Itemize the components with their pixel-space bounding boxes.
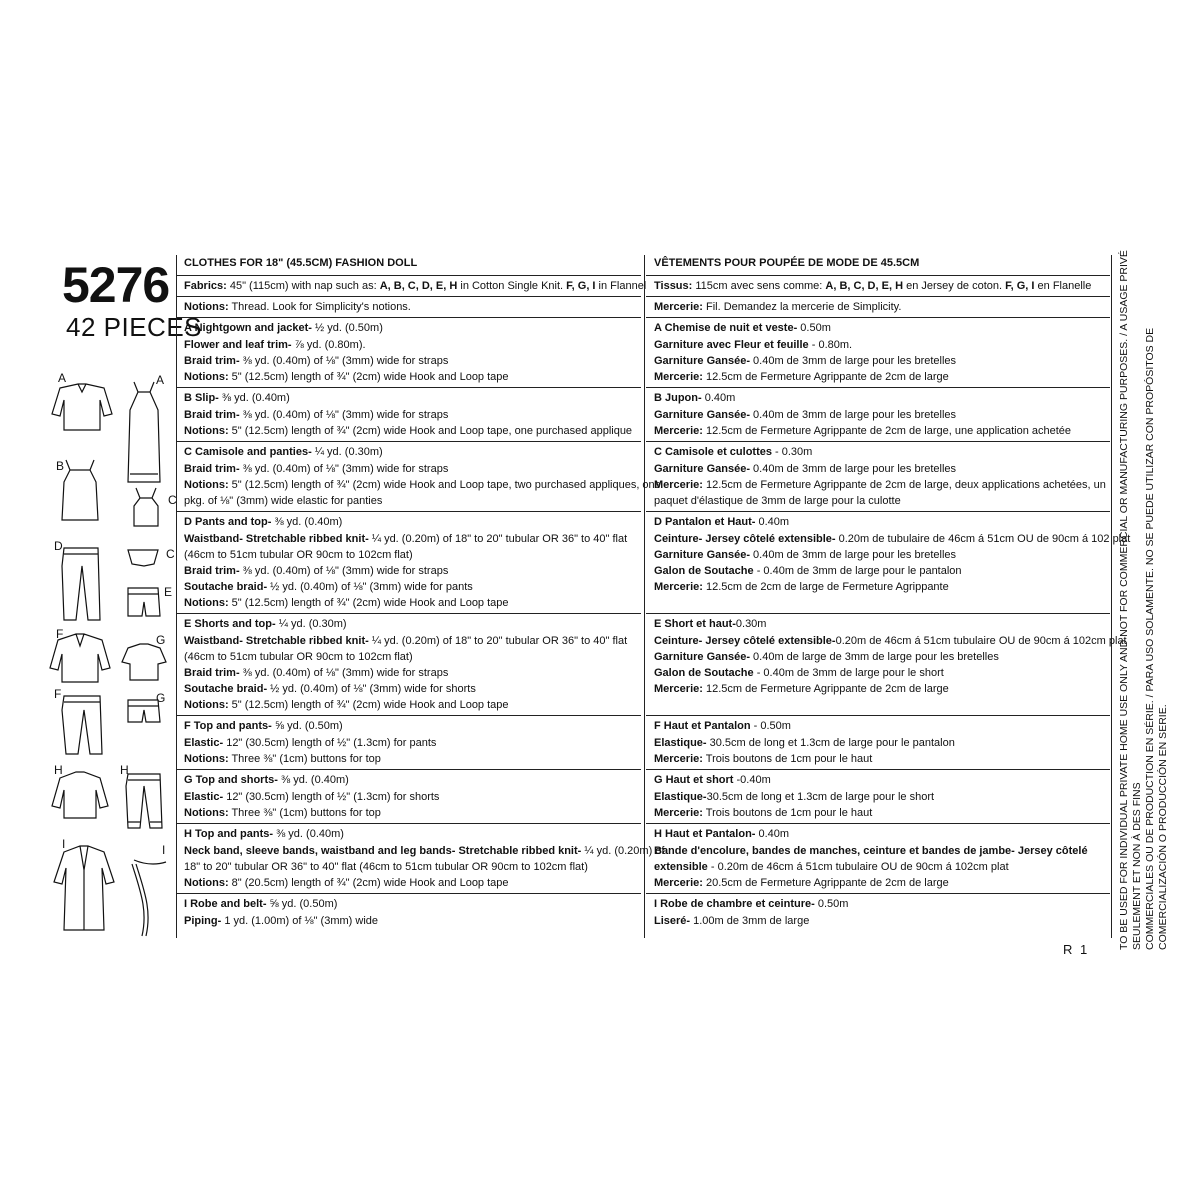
requirement-text: 12.5cm de Fermeture Agrippante de 2cm de large [702, 683, 949, 696]
requirement-line [184, 423, 633, 439]
requirement-line [654, 913, 1102, 929]
requirement-label: C Camisole et culottes [654, 446, 772, 459]
requirement-line [184, 320, 633, 336]
requirement-label: Elastique- [654, 736, 707, 749]
requirement-label: Notions: [184, 699, 229, 712]
requirement-label: Mercerie: [654, 581, 703, 594]
requirement-line [654, 665, 1102, 681]
sketch-letter: G [156, 691, 166, 705]
usage-disclaimer [1118, 250, 1169, 950]
requirement-text: 0.40m [701, 392, 736, 405]
requirement-line [654, 789, 1102, 805]
sketch-a-nightgown [128, 382, 160, 482]
requirement-text: ⅝ yd. (0.50m) [271, 720, 343, 733]
requirement-text: - 0.80m. [808, 338, 853, 351]
sketch-letter: A [58, 371, 67, 385]
requirement-text: 12.5cm de Fermeture Agrippante de 2cm de large [702, 371, 949, 384]
requirement-label: Flower and leaf trim- [184, 338, 292, 351]
sketch-g-top [122, 644, 166, 680]
requirement-line [654, 320, 1102, 336]
requirement-label: D Pantalon et Haut- [654, 516, 756, 529]
requirement-line [654, 579, 1102, 595]
requirement-label: Garniture Gansée- [654, 408, 750, 421]
pattern-number: 5276 [62, 257, 170, 313]
requirement-label: Mercerie: [654, 424, 703, 437]
sketch-c-camisole [134, 488, 158, 526]
fabrics-views: F, G, I [1005, 280, 1035, 292]
fabrics-views: F, G, I [566, 280, 596, 292]
requirement-text: ½ yd. (0.50m) [311, 322, 383, 335]
notions-text: Thread. Look for Simplicity's notions. [228, 301, 411, 314]
requirement-line [184, 547, 633, 563]
requirement-label: Elastic- [184, 790, 224, 803]
requirement-text: ½ yd. (0.40m) of ⅛" (3mm) wide for shorts [267, 683, 476, 696]
requirement-label: F Top and pants- [184, 720, 272, 733]
view-block [646, 318, 1110, 388]
requirement-label: Notions: [184, 806, 229, 819]
requirement-line [184, 681, 633, 697]
requirement-line [654, 369, 1102, 385]
requirement-label: Bande d'encolure, bandes de manches, ceinture et bandes de jambe- Jersey côtelé [654, 844, 1088, 857]
requirement-line [184, 843, 665, 859]
requirement-label: Garniture Gansée- [654, 354, 750, 367]
requirement-line [184, 595, 633, 611]
view-sketches [30, 370, 180, 940]
requirement-label: H Haut et Pantalon- [654, 828, 756, 841]
sketch-letter: F [54, 687, 62, 701]
requirement-label: Galon de Soutache [654, 667, 754, 680]
requirement-text: 0.50m [814, 898, 849, 911]
requirement-line [654, 444, 1102, 460]
fabrics-text: in Cotton Single Knit. [457, 280, 567, 292]
requirement-text: 1 yd. (1.00m) of ⅛" (3mm) wide [221, 914, 379, 927]
requirement-text: - 0.20m de 46cm á 51cm tubulaire OU de 90cm á 102cm plat [707, 860, 1009, 873]
requirement-text: 5" (12.5cm) length of ¾" (2cm) wide Hook and Loop tape, one purchased applique [228, 424, 633, 437]
column-divider [644, 255, 645, 938]
view-block [176, 512, 641, 614]
requirement-label: Garniture Gansée- [654, 462, 750, 475]
requirement-text: 5" (12.5cm) length of ¾" (2cm) wide Hook and Loop tape [228, 371, 509, 384]
requirement-label: Notions: [184, 877, 229, 890]
requirement-label: D Pants and top- [184, 516, 272, 529]
requirement-label: C Camisole and panties- [184, 446, 312, 459]
fabrics-text: en Flanelle [1034, 280, 1092, 292]
requirement-label: E Shorts and top- [184, 618, 276, 631]
requirement-line [184, 493, 633, 509]
requirement-label: Mercerie: [654, 877, 703, 890]
requirement-label: Mercerie: [654, 683, 703, 696]
requirement-label: Ceinture- Jersey côtelé extensible- [654, 634, 836, 647]
requirement-label: Mercerie: [654, 371, 703, 384]
requirement-text: 12.5cm de Fermeture Agrippante de 2cm de large, deux applications achetées, un [702, 478, 1106, 491]
requirement-text: ⅜ yd. (0.40m) [271, 516, 343, 529]
requirement-line [654, 681, 1102, 697]
requirement-line [654, 407, 1102, 423]
requirement-text: paquet d'élastique de 3mm de large pour la culotte [654, 495, 901, 508]
requirement-text: 0.20m de tubulaire de 46cm á 51cm OU de 90cm á 102 plat [835, 532, 1131, 545]
requirement-line [654, 514, 1102, 530]
requirement-text: 30.5cm de long et 1.3cm de large pour le pantalon [706, 736, 955, 749]
requirement-text: ⅜ yd. (0.40m) of ⅛" (3mm) wide for straps [239, 667, 449, 680]
requirement-line [654, 633, 1127, 649]
requirement-line [654, 390, 1102, 406]
requirement-label: H Top and pants- [184, 828, 274, 841]
requirement-line [184, 697, 633, 713]
requirement-text: Three ⅜" (1cm) buttons for top [228, 752, 381, 765]
requirement-label: A Nightgown and jacket- [184, 322, 312, 335]
requirement-text: (46cm to 51cm tubular OR 90cm to 102cm flat) [184, 548, 413, 561]
fabrics-label: Fabrics: [184, 280, 227, 292]
requirement-line [654, 616, 1102, 632]
requirement-line [654, 896, 1102, 912]
requirement-label: Waistband- Stretchable ribbed knit- [184, 532, 369, 545]
requirement-text: ⅜ yd. (0.40m) [277, 774, 349, 787]
sketch-letter: C [166, 547, 175, 561]
sketch-letter: F [56, 627, 64, 641]
french-heading: VÊTEMENTS POUR POUPÉE DE MODE DE 45.5CM [646, 255, 1110, 276]
requirement-label: Garniture avec Fleur et feuille [654, 338, 809, 351]
requirement-label: Liseré- [654, 914, 691, 927]
requirement-text: 0.40m de 3mm de large pour les bretelles [749, 408, 957, 421]
requirement-text: 0.30m [735, 618, 767, 631]
sketch-f-pants [62, 696, 102, 754]
requirement-line [654, 875, 1102, 891]
requirement-line [654, 735, 1102, 751]
requirement-label: Braid trim- [184, 565, 240, 578]
requirement-label: Notions: [184, 752, 229, 765]
fabrics-block [176, 276, 647, 297]
requirement-label: Soutache braid- [184, 683, 268, 696]
fabrics-block [646, 276, 1110, 297]
requirement-label: Elastique- [654, 790, 707, 803]
requirement-label: Braid trim- [184, 354, 240, 367]
requirement-text: 0.40m [755, 828, 790, 841]
requirement-label: I Robe and belt- [184, 898, 267, 911]
requirement-line [654, 751, 1102, 767]
requirement-label: Elastic- [184, 736, 224, 749]
requirement-text: 30.5cm de long et 1.3cm de large pour le short [706, 790, 935, 803]
requirement-label: Soutache braid- [184, 581, 268, 594]
view-block [646, 442, 1110, 512]
requirement-label: Garniture Gansée- [654, 650, 750, 663]
requirement-line [184, 772, 633, 788]
view-block [176, 318, 641, 388]
fabrics-text: in Flannel [595, 280, 647, 292]
requirement-text: 0.40m [755, 516, 790, 529]
requirement-line [184, 407, 633, 423]
requirement-line [184, 913, 633, 929]
requirement-text: 0.40m de 3mm de large pour les bretelles [749, 548, 957, 561]
requirement-line [654, 531, 1131, 547]
requirement-line [184, 563, 633, 579]
fabrics-text: 45" (115cm) with nap such as: [226, 280, 380, 292]
requirement-text: 5" (12.5cm) length of ¾" (2cm) wide Hook and Loop tape, two purchased appliques, one [228, 478, 661, 491]
requirement-line [184, 665, 633, 681]
requirement-line [654, 826, 1102, 842]
requirement-line [184, 735, 633, 751]
requirement-line [654, 843, 1102, 859]
disclaimer-line: TO BE USED FOR INDIVIDUAL PRIVATE HOME USE ONLY AND NOT FOR COMMERCIAL OR MANUFACTURING PURPOSES. / A USAGE PRIVÉ SEULEMENT ET NON À DES FINS [1118, 250, 1143, 950]
requirement-text: ⅞ yd. (0.80m). [291, 338, 366, 351]
requirement-label: extensible [654, 860, 708, 873]
requirement-label: Mercerie: [654, 478, 703, 491]
requirement-line [654, 353, 1102, 369]
sketch-d-pants [62, 548, 100, 620]
requirement-line [184, 579, 633, 595]
requirement-text: 12.5cm de 2cm de large de Fermeture Agrippante [702, 581, 949, 594]
requirement-label: Braid trim- [184, 408, 240, 421]
requirement-line [654, 423, 1102, 439]
requirement-text: -0.40m [733, 774, 771, 787]
requirement-line [654, 649, 1102, 665]
requirement-line [654, 493, 1102, 509]
requirement-line [184, 616, 633, 632]
requirement-line [654, 547, 1102, 563]
requirement-text: pkg. of ⅛" (3mm) wide elastic for panties [184, 495, 383, 508]
requirement-line [654, 477, 1106, 493]
requirement-text: ¼ yd. (0.30m) [311, 446, 383, 459]
page-mark: R 1 [1063, 942, 1090, 957]
requirement-text: ¼ yd. (0.30m) [275, 618, 347, 631]
requirement-label: Braid trim- [184, 462, 240, 475]
requirement-label: A Chemise de nuit et veste- [654, 322, 798, 335]
requirement-line [184, 353, 633, 369]
english-heading: CLOTHES FOR 18" (45.5CM) FASHION DOLL [176, 255, 641, 276]
requirement-text: 5" (12.5cm) length of ¾" (2cm) wide Hook and Loop tape [228, 699, 509, 712]
view-block [646, 894, 1110, 930]
view-block [176, 442, 661, 512]
requirement-line [184, 875, 633, 891]
fabrics-label: Tissus: [654, 280, 693, 292]
requirement-line [184, 826, 633, 842]
requirement-text: (46cm to 51cm tubular OR 90cm to 102cm flat) [184, 650, 413, 663]
notions-text: Fil. Demandez la mercerie de Simplicity. [702, 301, 902, 314]
view-block [646, 614, 1127, 716]
sketch-h-top [52, 772, 108, 818]
requirement-text: ⅜ yd. (0.40m) of ⅛" (3mm) wide for straps [239, 462, 449, 475]
sketch-h-pants [126, 774, 162, 828]
sketch-i-robe [54, 846, 114, 930]
fabrics-text: 115cm avec sens comme: [692, 280, 826, 292]
english-view-blocks [176, 318, 665, 930]
french-view-blocks [646, 318, 1131, 930]
requirement-line [184, 649, 633, 665]
requirement-line [654, 859, 1102, 875]
sketch-letter: E [164, 585, 173, 599]
requirement-label: B Jupon- [654, 392, 702, 405]
requirement-label: Notions: [184, 371, 229, 384]
requirement-label: Neck band, sleeve bands, waistband and leg bands- Stretchable ribbed knit- [184, 844, 582, 857]
requirement-line [654, 805, 1102, 821]
notions-block [176, 297, 641, 318]
sketch-letter: I [62, 837, 66, 851]
requirement-line [184, 633, 633, 649]
requirement-text: 0.40m de 3mm de large pour les bretelles [749, 354, 957, 367]
fabrics-views: A, B, C, D, E, H [825, 280, 904, 292]
notions-label: Mercerie: [654, 301, 703, 314]
sketch-letter: B [56, 459, 65, 473]
piece-count: 42 PIECES [66, 312, 203, 342]
requirement-text: 0.20m de 46cm á 51cm tubulaire OU de 90cm á 102cm plat [835, 634, 1127, 647]
garment-line-drawings [30, 370, 180, 940]
requirement-label: B Slip- [184, 392, 219, 405]
requirement-line [184, 718, 633, 734]
requirement-line [184, 477, 661, 493]
requirement-line [654, 718, 1102, 734]
requirement-text: 12" (30.5cm) length of ½" (1.3cm) for pants [223, 736, 437, 749]
view-block [176, 614, 641, 716]
view-block [646, 824, 1110, 894]
requirement-text: ⅜ yd. (0.40m) of ⅛" (3mm) wide for straps [239, 354, 449, 367]
requirement-line [184, 789, 633, 805]
view-block [646, 512, 1131, 614]
requirement-line [654, 461, 1102, 477]
requirement-line [184, 369, 633, 385]
sketch-e-shorts [128, 588, 160, 616]
requirement-label: Ceinture- Jersey côtelé extensible- [654, 532, 836, 545]
requirement-text: ⅜ yd. (0.40m) [218, 392, 290, 405]
notions-label: Notions: [184, 301, 229, 314]
fabrics-views: A, B, C, D, E, H [379, 280, 458, 292]
requirement-label: Notions: [184, 597, 229, 610]
requirement-label: G Haut et short [654, 774, 734, 787]
fabrics-text: en Jersey de coton. [903, 280, 1006, 292]
requirement-line [184, 390, 633, 406]
sketch-b-slip [62, 460, 98, 520]
requirement-line [184, 531, 633, 547]
sketch-letter: D [54, 539, 63, 553]
requirement-label: F Haut et Pantalon [654, 720, 751, 733]
sketch-letter: C [168, 493, 177, 507]
requirement-text: 5" (12.5cm) length of ¾" (2cm) wide Hook and Loop tape [228, 597, 509, 610]
requirement-label: E Short et haut- [654, 618, 736, 631]
requirement-label: Mercerie: [654, 752, 703, 765]
requirement-text: - 0.40m de 3mm de large pour le pantalon [753, 565, 962, 578]
requirement-label: Mercerie: [654, 806, 703, 819]
view-block [176, 388, 641, 442]
requirement-text: - 0.50m [750, 720, 791, 733]
requirement-text: Three ⅜" (1cm) buttons for top [228, 806, 381, 819]
view-block [646, 388, 1110, 442]
sketch-c-panties [128, 550, 158, 566]
sketch-letter: A [156, 373, 165, 387]
requirement-text: ⅜ yd. (0.40m) of ⅛" (3mm) wide for straps [239, 408, 449, 421]
requirement-line [184, 461, 633, 477]
requirement-line [654, 563, 1102, 579]
english-yardage-column [176, 255, 665, 930]
view-block [176, 716, 641, 770]
requirement-text: 8" (20.5cm) length of ¾" (2cm) wide Hook and Loop tape [228, 877, 509, 890]
requirement-label: I Robe de chambre et ceinture- [654, 898, 815, 911]
view-block [176, 770, 641, 824]
requirement-text: ¼ yd. (0.20m) of 18" to 20" tubular OR 36" to 40" flat [368, 634, 628, 647]
view-block [176, 894, 641, 930]
requirement-text: 18" to 20" tubular OR 36" to 40" flat (46cm to 51cm tubular OR 90cm to 102cm flat) [184, 860, 588, 873]
requirement-text: 0.40m de 3mm de large pour les bretelles [749, 462, 957, 475]
requirement-text: ¼ yd. (0.20m) of 18" to 20" tubular OR 36" to 40" flat [368, 532, 628, 545]
requirement-text: ¼ yd. (0.20m) of [581, 844, 665, 857]
requirement-label: Garniture Gansée- [654, 548, 750, 561]
requirement-label: Notions: [184, 478, 229, 491]
requirement-label: Notions: [184, 424, 229, 437]
requirement-line [184, 444, 633, 460]
requirement-label: Piping- [184, 914, 222, 927]
requirement-line [184, 896, 633, 912]
requirement-label: G Top and shorts- [184, 774, 278, 787]
requirement-line [184, 859, 633, 875]
sketch-letter: G [156, 633, 166, 647]
requirement-text: - 0.30m [771, 446, 813, 459]
requirement-label: Braid trim- [184, 667, 240, 680]
sketch-i-belt [132, 860, 166, 936]
sketch-letter: I [162, 843, 166, 857]
view-block [646, 770, 1110, 824]
disclaimer-line: COMMERCIALES OU DE PRODUCTION EN SÉRIE. / PARA USO SOLAMENTE. NO SE PUEDE UTILIZAR CON PROPÓSITOS DE COMERCIALIZACIÓN O PRODUCCIÓN EN SERIE. [1144, 327, 1169, 950]
requirement-text: ⅜ yd. (0.40m) of ⅛" (3mm) wide for straps [239, 565, 449, 578]
requirement-line [184, 514, 633, 530]
sketch-a-jacket [52, 384, 112, 430]
sketch-letter: H [54, 763, 63, 777]
requirement-text: - 0.40m de 3mm de large pour le short [753, 667, 944, 680]
requirement-line [184, 805, 633, 821]
requirement-text: 12" (30.5cm) length of ½" (1.3cm) for shorts [223, 790, 440, 803]
sketch-f-top [50, 634, 110, 682]
column-divider [1111, 255, 1112, 938]
requirement-line [184, 337, 633, 353]
notions-block [646, 297, 1110, 318]
requirement-text: ⅜ yd. (0.40m) [273, 828, 344, 841]
view-block [176, 824, 665, 894]
requirement-text: 20.5cm de Fermeture Agrippante de 2cm de large [702, 877, 949, 890]
view-block [646, 716, 1110, 770]
requirement-text: Trois boutons de 1cm pour le haut [702, 752, 873, 765]
requirement-label: Galon de Soutache [654, 565, 754, 578]
requirement-text: 1.00m de 3mm de large [690, 914, 810, 927]
requirement-text: Trois boutons de 1cm pour le haut [702, 806, 873, 819]
sketch-letter: H [120, 763, 129, 777]
requirement-text: 0.50m [797, 322, 831, 335]
requirement-line [654, 772, 1102, 788]
requirement-line [184, 751, 633, 767]
requirement-text: ½ yd. (0.40m) of ⅛" (3mm) wide for pants [267, 581, 473, 594]
requirement-line [654, 337, 1102, 353]
requirement-text: 0.40m de large de 3mm de large pour les bretelles [749, 650, 999, 663]
requirement-text: 12.5cm de Fermeture Agrippante de 2cm de large, une application achetée [702, 424, 1072, 437]
requirement-label: Waistband- Stretchable ribbed knit- [184, 634, 369, 647]
requirement-text: ⅝ yd. (0.50m) [266, 898, 338, 911]
